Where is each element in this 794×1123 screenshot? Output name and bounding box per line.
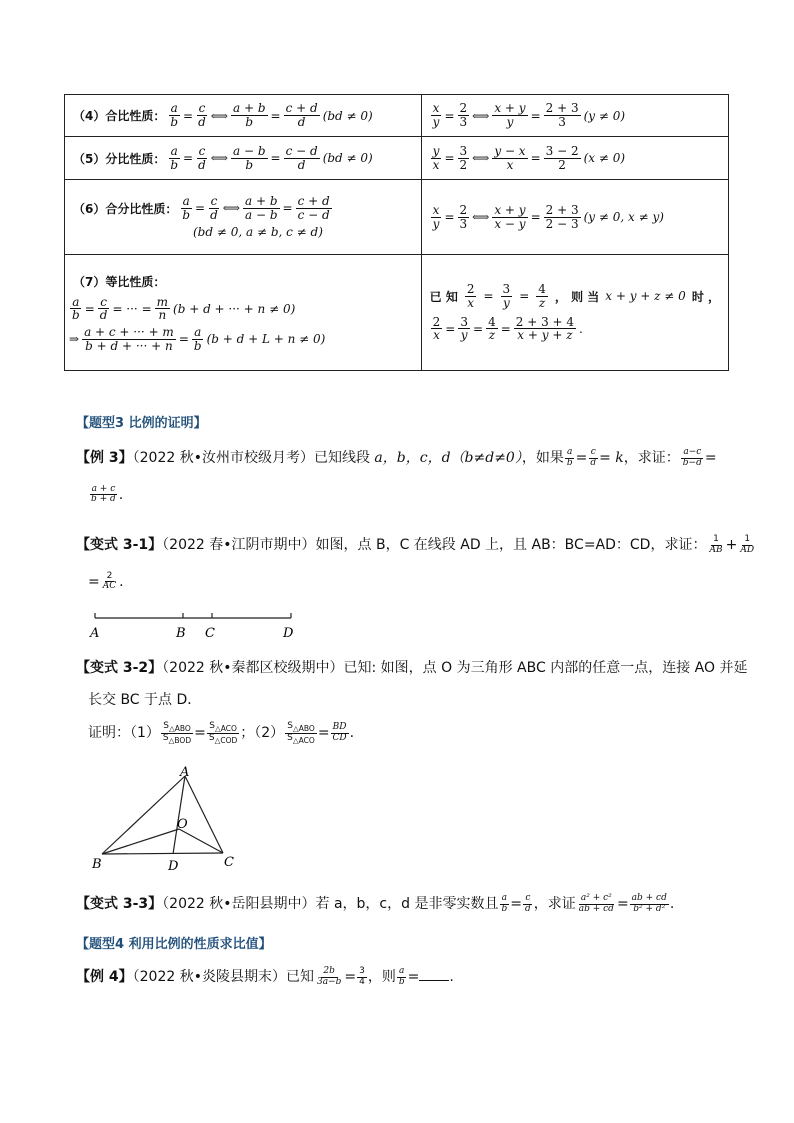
prop5-condition: (bd ≠ 0) bbox=[322, 151, 373, 165]
prop7-known: 已 知 bbox=[429, 289, 458, 304]
example3-tag: 【例 3】 bbox=[76, 450, 133, 466]
prop7-condition-2: (b + d + L + n ≠ 0) bbox=[206, 332, 326, 347]
variant33-source: （2022 秋•岳阳县期中） bbox=[162, 896, 316, 912]
point-o-label: O bbox=[177, 817, 188, 832]
example3-line1: 【例 3】（2022 秋•汝州市校级月考）已知线段 a，b，c，d（b≠d≠0），如果 $\frac{a}{b}$ = $\frac{c}{d}$ = k，求证： $\frac{a-c}{b-d}$ = bbox=[76, 447, 717, 468]
variant31-source: （2022 春•江阴市期中） bbox=[162, 537, 316, 553]
point-d-label: D bbox=[283, 626, 294, 641]
side-bc bbox=[102, 853, 223, 854]
prop7-example-condition: x + y + z ≠ 0 bbox=[605, 289, 686, 304]
prop7-then: 时 ， bbox=[691, 289, 720, 304]
example3-line2: $\frac{a + c}{b + d}$ . bbox=[91, 484, 124, 505]
variant31-tag: 【变式 3-1】 bbox=[76, 537, 163, 553]
properties-table bbox=[64, 94, 729, 371]
variant32-tag: 【变式 3-2】 bbox=[76, 660, 163, 676]
segment-ad bbox=[173, 776, 185, 854]
prop4-example-condition: (y ≠ 0) bbox=[583, 108, 626, 123]
variant33-line: 【变式 3-3】（2022 秋•岳阳县期中）若 a，b，c，d 是非零实数且 $\frac{a}{b}$ = $\frac{c}{d}$ ，求证 $\frac{\text{a² + c²}}{ab + cd}$ = $\frac{ab + cd}{\text{b² + d²}}$ . bbox=[76, 893, 675, 914]
table-row bbox=[65, 255, 729, 371]
prop5-example-condition: (x ≠ 0) bbox=[583, 151, 626, 165]
segment-bo bbox=[102, 829, 179, 854]
prop6-condition: (bd ≠ 0, a ≠ b, c ≠ d) bbox=[193, 225, 323, 240]
side-ab bbox=[102, 776, 185, 854]
prop5-label: （5）分比性质： bbox=[73, 151, 166, 166]
prop5-cell: （5）分比性质： $\frac{a}{b}$ = $\frac{c}{d}$ ⟺ $\frac{a - b}{b}$ = $\frac{c - d}{d}$ (bd ≠ 0) bbox=[65, 137, 422, 180]
variant33-tag: 【变式 3-3】 bbox=[76, 896, 163, 912]
example4-line: 【例 4】（2022 秋•炎陵县期末）已知 $\frac{2b}{3a-b}$ = $\frac{3}{4}$ ，则 $\frac{a}{b}$ = . bbox=[76, 966, 454, 987]
variant32-line2: 长交 BC 于点 D． bbox=[88, 692, 202, 708]
prop7-label: （7）等比性质： bbox=[73, 274, 166, 289]
example3-source: （2022 秋•汝州市校级月考） bbox=[132, 450, 314, 466]
table-row bbox=[65, 137, 729, 180]
prop6-label: （6）合分比性质： bbox=[73, 201, 178, 216]
prop6-example-cell: $\frac{x}{y}$ = $\frac{2}{3}$ ⟺ $\frac{x + y}{x - y}$ = $\frac{2 + 3}{2 - 3}$ (y ≠ 0, x ≠ y) bbox=[421, 180, 728, 255]
variant31-line2: = $\frac{2}{AC}$ . bbox=[88, 571, 124, 592]
prop5-example-cell: $\frac{y}{x}$ = $\frac{3}{2}$ ⟺ $\frac{y - x}{x}$ = $\frac{3 - 2}{2}$ (x ≠ 0) bbox=[421, 137, 728, 180]
table-row bbox=[65, 180, 729, 255]
vertex-c-label: C bbox=[224, 855, 234, 870]
section3-title: 【题型3 比例的证明】 bbox=[76, 416, 207, 431]
variant32-source: （2022 秋•秦都区校级期中） bbox=[162, 660, 344, 676]
example4-source: （2022 秋•炎陵县期末） bbox=[132, 969, 286, 985]
prop7-example-cell: 已 知 $\frac{2}{x}$ = $\frac{3}{y}$ = $\frac{4}{z}$ ， 则 当 x + y + z ≠ 0 时 ， $\frac{2}{x}$ = $\frac{3}{y}$ = $\frac{4}{z}$ = $\frac{2 + 3 + 4}{x + y + z}$ . bbox=[421, 255, 728, 371]
triangle-figure bbox=[88, 762, 248, 874]
table-row bbox=[65, 95, 729, 137]
segment-figure bbox=[86, 608, 298, 644]
point-d-label: D bbox=[168, 859, 179, 874]
prop7-when: ， 则 当 bbox=[554, 289, 600, 304]
vertex-b-label: B bbox=[92, 857, 102, 872]
prop4-example-cell: $\frac{x}{y}$ = $\frac{2}{3}$ ⟺ $\frac{x + y}{y}$ = $\frac{2 + 3}{3}$ (y ≠ 0) bbox=[421, 95, 728, 137]
prop4-condition: (bd ≠ 0) bbox=[322, 108, 373, 123]
variant31-line1: 【变式 3-1】（2022 春•江阴市期中）如图，点 B，C 在线段 AD 上，且 AB：BC=AD：CD，求证： $\frac{1}{AB}$ + $\frac{1}{AD}$ bbox=[76, 534, 755, 555]
prop7-cell: （7）等比性质： $\frac{a}{b}$ = $\frac{c}{d}$ = ··· = $\frac{m}{n}$ (b + d + ··· + n ≠ 0) ⇒ $\frac{a + c + \cdot\cdot\cdot + m}{b + d + \cdot\cdot\cdot + n}$ = $\frac{a}{b}$ (b + d + L + n ≠ 0) bbox=[65, 255, 422, 371]
variant32-line3: 证明：（1） $\frac{S_{\triangle ABO}}{S_{\triangle BOD}}$ = $\frac{S_{\triangle ACO}}{S_{\triangle COD}}$ ；（2） $\frac{S_{\triangle ABO}}{S_{\triangle ACO}}$ = $\frac{BD}{CD}$ . bbox=[88, 721, 355, 745]
point-a-label: A bbox=[90, 626, 100, 641]
prop6-example-condition: (y ≠ 0, x ≠ y) bbox=[583, 210, 664, 224]
prop4-cell: （4）合比性质： $\frac{a}{b}$ = $\frac{c}{d}$ ⟺ $\frac{a + b}{b}$ = $\frac{c + d}{d}$ (bd ≠ 0) bbox=[65, 95, 422, 137]
side-ac bbox=[185, 776, 223, 853]
segment-co bbox=[179, 829, 223, 853]
prop4-label: （4）合比性质： bbox=[73, 109, 166, 123]
variant32-line1: 【变式 3-2】（2022 秋•秦都区校级期中）已知: 如图，点 O 为三角形 ABC 内部的任意一点，连接 AO 并延 bbox=[76, 660, 748, 676]
vertex-a-label: A bbox=[180, 765, 190, 780]
prop6-cell: （6）合分比性质： $\frac{a}{b}$ = $\frac{c}{d}$ ⟺ $\frac{a + b}{a - b}$ = $\frac{c + d}{c - d}$ (bd ≠ 0, a ≠ b, c ≠ d) bbox=[65, 180, 422, 255]
section4-title: 【题型4 利用比例的性质求比值】 bbox=[76, 937, 272, 952]
prop7-condition-1: (b + d + ··· + n ≠ 0) bbox=[173, 301, 296, 316]
answer-blank[interactable] bbox=[419, 968, 449, 981]
point-c-label: C bbox=[205, 626, 215, 641]
example4-tag: 【例 4】 bbox=[76, 969, 133, 985]
point-b-label: B bbox=[176, 626, 186, 641]
